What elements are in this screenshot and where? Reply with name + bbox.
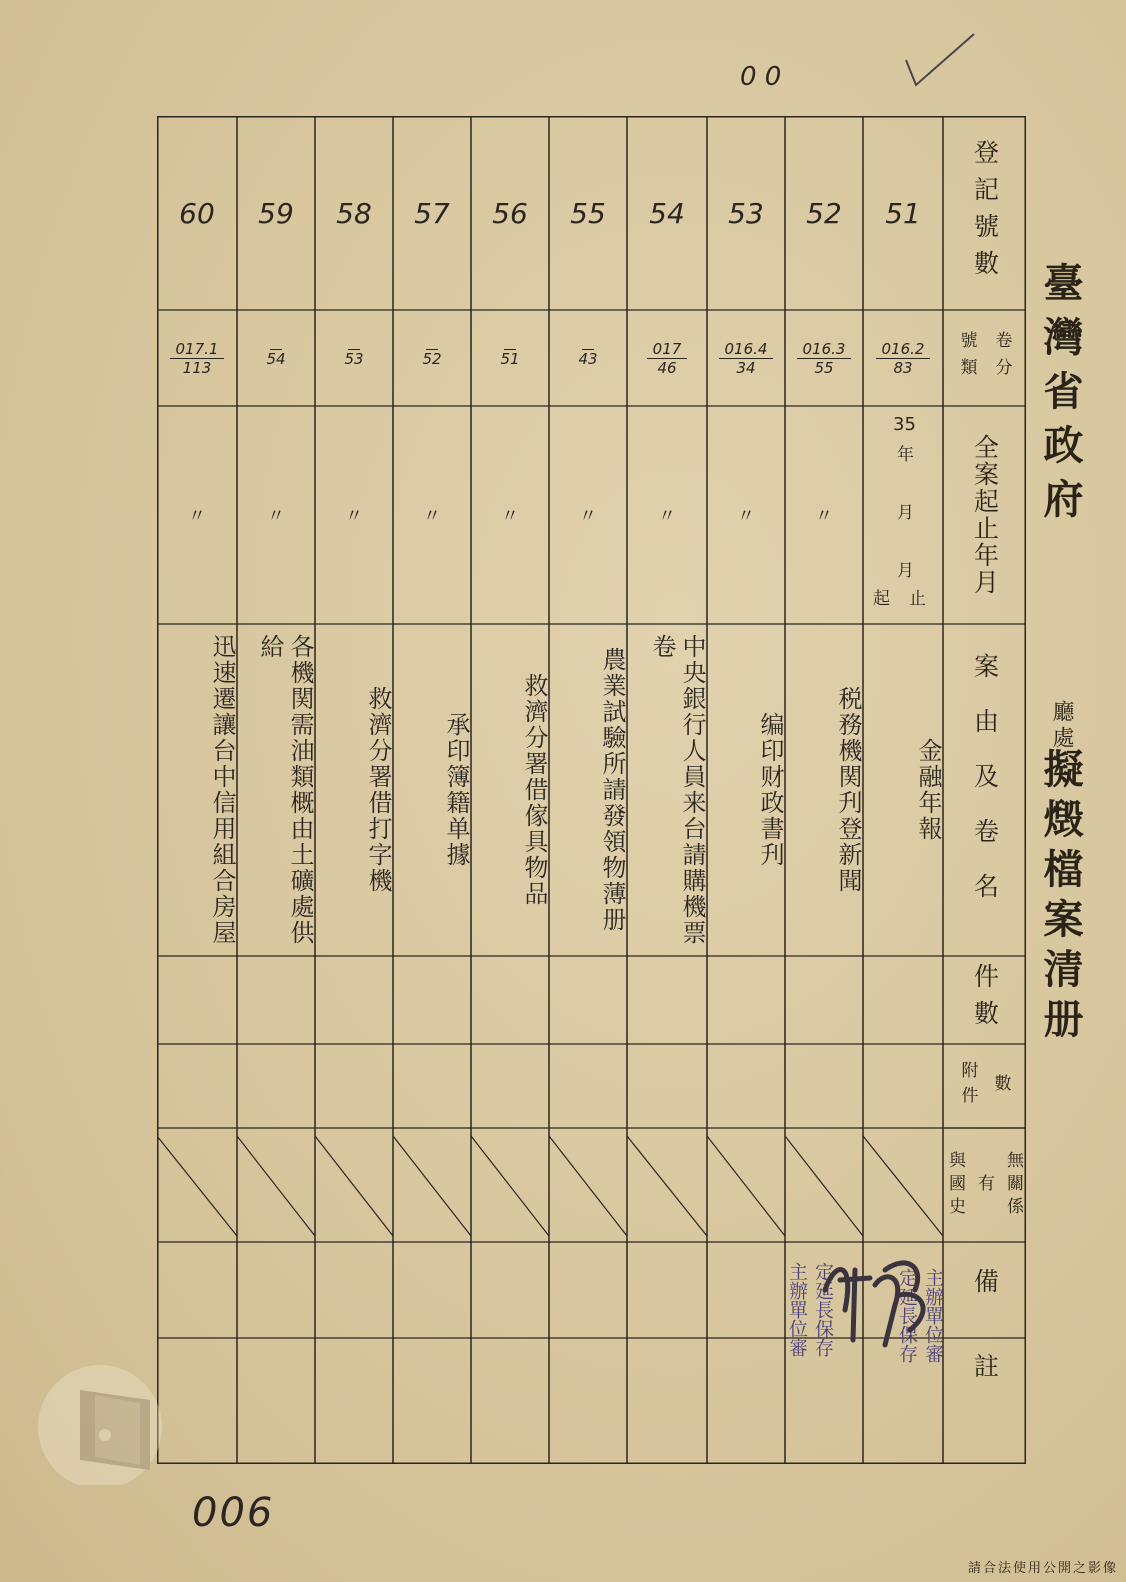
subject-title: 编印财政書刋 xyxy=(756,712,784,868)
stamp-b-line1: 主辦單位審 xyxy=(922,1268,944,1363)
period-ditto: 〃 xyxy=(423,506,441,527)
file-number-top: 016.3 xyxy=(797,340,852,359)
subject-title: 農業試驗所請發領物薄册 xyxy=(598,647,626,933)
diagonal-rule xyxy=(315,1136,393,1236)
header-history-relevance xyxy=(943,1128,1026,1242)
header-history-history_b: 有 xyxy=(974,1173,994,1197)
stamp-a-line1: 主辦單位審 xyxy=(786,1262,808,1357)
registration-number: 52 xyxy=(806,196,842,230)
file-number xyxy=(549,310,627,406)
subject-title: 中央銀行人員来台請購機票卷 xyxy=(648,634,706,946)
file-number xyxy=(863,310,943,406)
period-ditto: 〃 xyxy=(579,506,597,527)
file-number-bottom: 55 xyxy=(814,358,834,377)
file-number-top: 016.4 xyxy=(719,340,774,359)
subject-title: 救濟分署借打字機 xyxy=(364,686,392,894)
file-number xyxy=(237,310,315,406)
page-number: 006 xyxy=(192,1490,275,1536)
file-number-bottom: 54 xyxy=(266,349,286,368)
diagonal-rule xyxy=(237,1136,315,1236)
subject-title: 承印簿籍单據 xyxy=(442,712,470,868)
file-number xyxy=(315,310,393,406)
checkmark-icon xyxy=(900,30,980,90)
file-number xyxy=(157,310,237,406)
file-number-bottom: 53 xyxy=(344,349,364,368)
header-file-number-file_no_b: 號類 xyxy=(956,331,977,385)
signature-icon xyxy=(815,1250,945,1360)
period-m2: 月 xyxy=(897,561,914,581)
period-ditto: 〃 xyxy=(658,506,676,527)
diagonal-rule xyxy=(863,1136,943,1236)
period-zhi: 止 xyxy=(909,589,926,609)
registration-number: 58 xyxy=(336,196,372,230)
header-remarks: 備註 xyxy=(970,1268,1000,1438)
registration-number: 55 xyxy=(570,196,606,230)
file-number xyxy=(785,310,863,406)
file-number-bottom: 113 xyxy=(182,358,212,377)
registration-number: 56 xyxy=(492,196,528,230)
retention-stamp-a xyxy=(786,1262,808,1357)
registration-number: 54 xyxy=(649,196,685,230)
period-ditto: 〃 xyxy=(737,506,755,527)
diagonal-rule xyxy=(471,1136,549,1236)
period-ditto: 〃 xyxy=(345,506,363,527)
department-label: 廳處 xyxy=(1049,700,1074,752)
header-history-history_a: 無關係 xyxy=(1003,1150,1023,1220)
file-number-top: 017 xyxy=(647,340,688,359)
header-period: 全案起止年月 xyxy=(970,434,1000,596)
file-number xyxy=(707,310,785,406)
diagonal-rule xyxy=(627,1136,707,1236)
registration-number: 59 xyxy=(258,196,294,230)
diagonal-rule xyxy=(707,1136,785,1236)
file-number-bottom: 46 xyxy=(657,358,677,377)
header-attachments-attach_b: 附件 xyxy=(957,1061,978,1111)
archive-watermark-icon xyxy=(0,1355,200,1485)
header-count: 件數 xyxy=(970,963,1000,1037)
period-first xyxy=(863,406,943,624)
file-number-bottom: 43 xyxy=(578,349,598,368)
file-number-bottom: 51 xyxy=(500,349,520,368)
subject-title: 金融年報 xyxy=(914,738,942,842)
header-registration-number: 登記號數 xyxy=(970,139,1000,287)
header-history-history_c: 與國史 xyxy=(945,1150,965,1220)
file-number-bottom: 52 xyxy=(422,349,442,368)
subject-title: 各機関需油類概由土礦處供給 xyxy=(256,634,314,946)
file-number xyxy=(393,310,471,406)
period-ditto: 〃 xyxy=(188,506,206,527)
registration-number: 60 xyxy=(179,196,215,230)
period-year: 35 xyxy=(893,414,916,435)
stamp-a-line2: 定延長保存 xyxy=(812,1262,834,1357)
period-y: 年 xyxy=(897,445,914,465)
subject-title: 税務機関刋登新聞 xyxy=(834,686,862,894)
header-file-number-file_no_a: 卷分 xyxy=(991,331,1012,385)
subject-title: 救濟分署借傢具物品 xyxy=(520,673,548,907)
registration-number: 51 xyxy=(885,196,921,230)
period-qi: 起 xyxy=(873,589,890,609)
header-attachments xyxy=(943,1044,1026,1128)
period-ditto: 〃 xyxy=(501,506,519,527)
file-number xyxy=(627,310,707,406)
period-ditto: 〃 xyxy=(267,506,285,527)
file-number xyxy=(471,310,549,406)
period-m1: 月 xyxy=(897,503,914,523)
form-title: 擬燬檔案清册 xyxy=(1037,748,1084,1048)
stamp-b-line2: 定延長保存 xyxy=(896,1268,918,1363)
diagonal-rule xyxy=(549,1136,627,1236)
header-subject: 案由及卷名 xyxy=(970,652,1000,928)
diagonal-rule xyxy=(393,1136,471,1236)
file-number-bottom: 83 xyxy=(893,358,913,377)
file-number-top: 016.2 xyxy=(876,340,931,359)
header-file-number xyxy=(943,310,1026,406)
registration-number: 53 xyxy=(728,196,764,230)
top-marks: 0 0 xyxy=(740,62,782,92)
diagonal-rule xyxy=(785,1136,863,1236)
subject-title: 迅速遷讓台中信用組合房屋 xyxy=(208,634,236,946)
file-number-top: 017.1 xyxy=(170,340,225,359)
period-ditto: 〃 xyxy=(815,506,833,527)
file-number-bottom: 34 xyxy=(736,358,756,377)
header-attachments-attach_a: 數 xyxy=(990,1073,1011,1099)
agency-title: 臺灣省政府 xyxy=(1037,262,1084,532)
footer-notice: 請合法使用公開之影像 xyxy=(967,1561,1118,1576)
registration-number: 57 xyxy=(414,196,450,230)
diagonal-rule xyxy=(157,1136,237,1236)
